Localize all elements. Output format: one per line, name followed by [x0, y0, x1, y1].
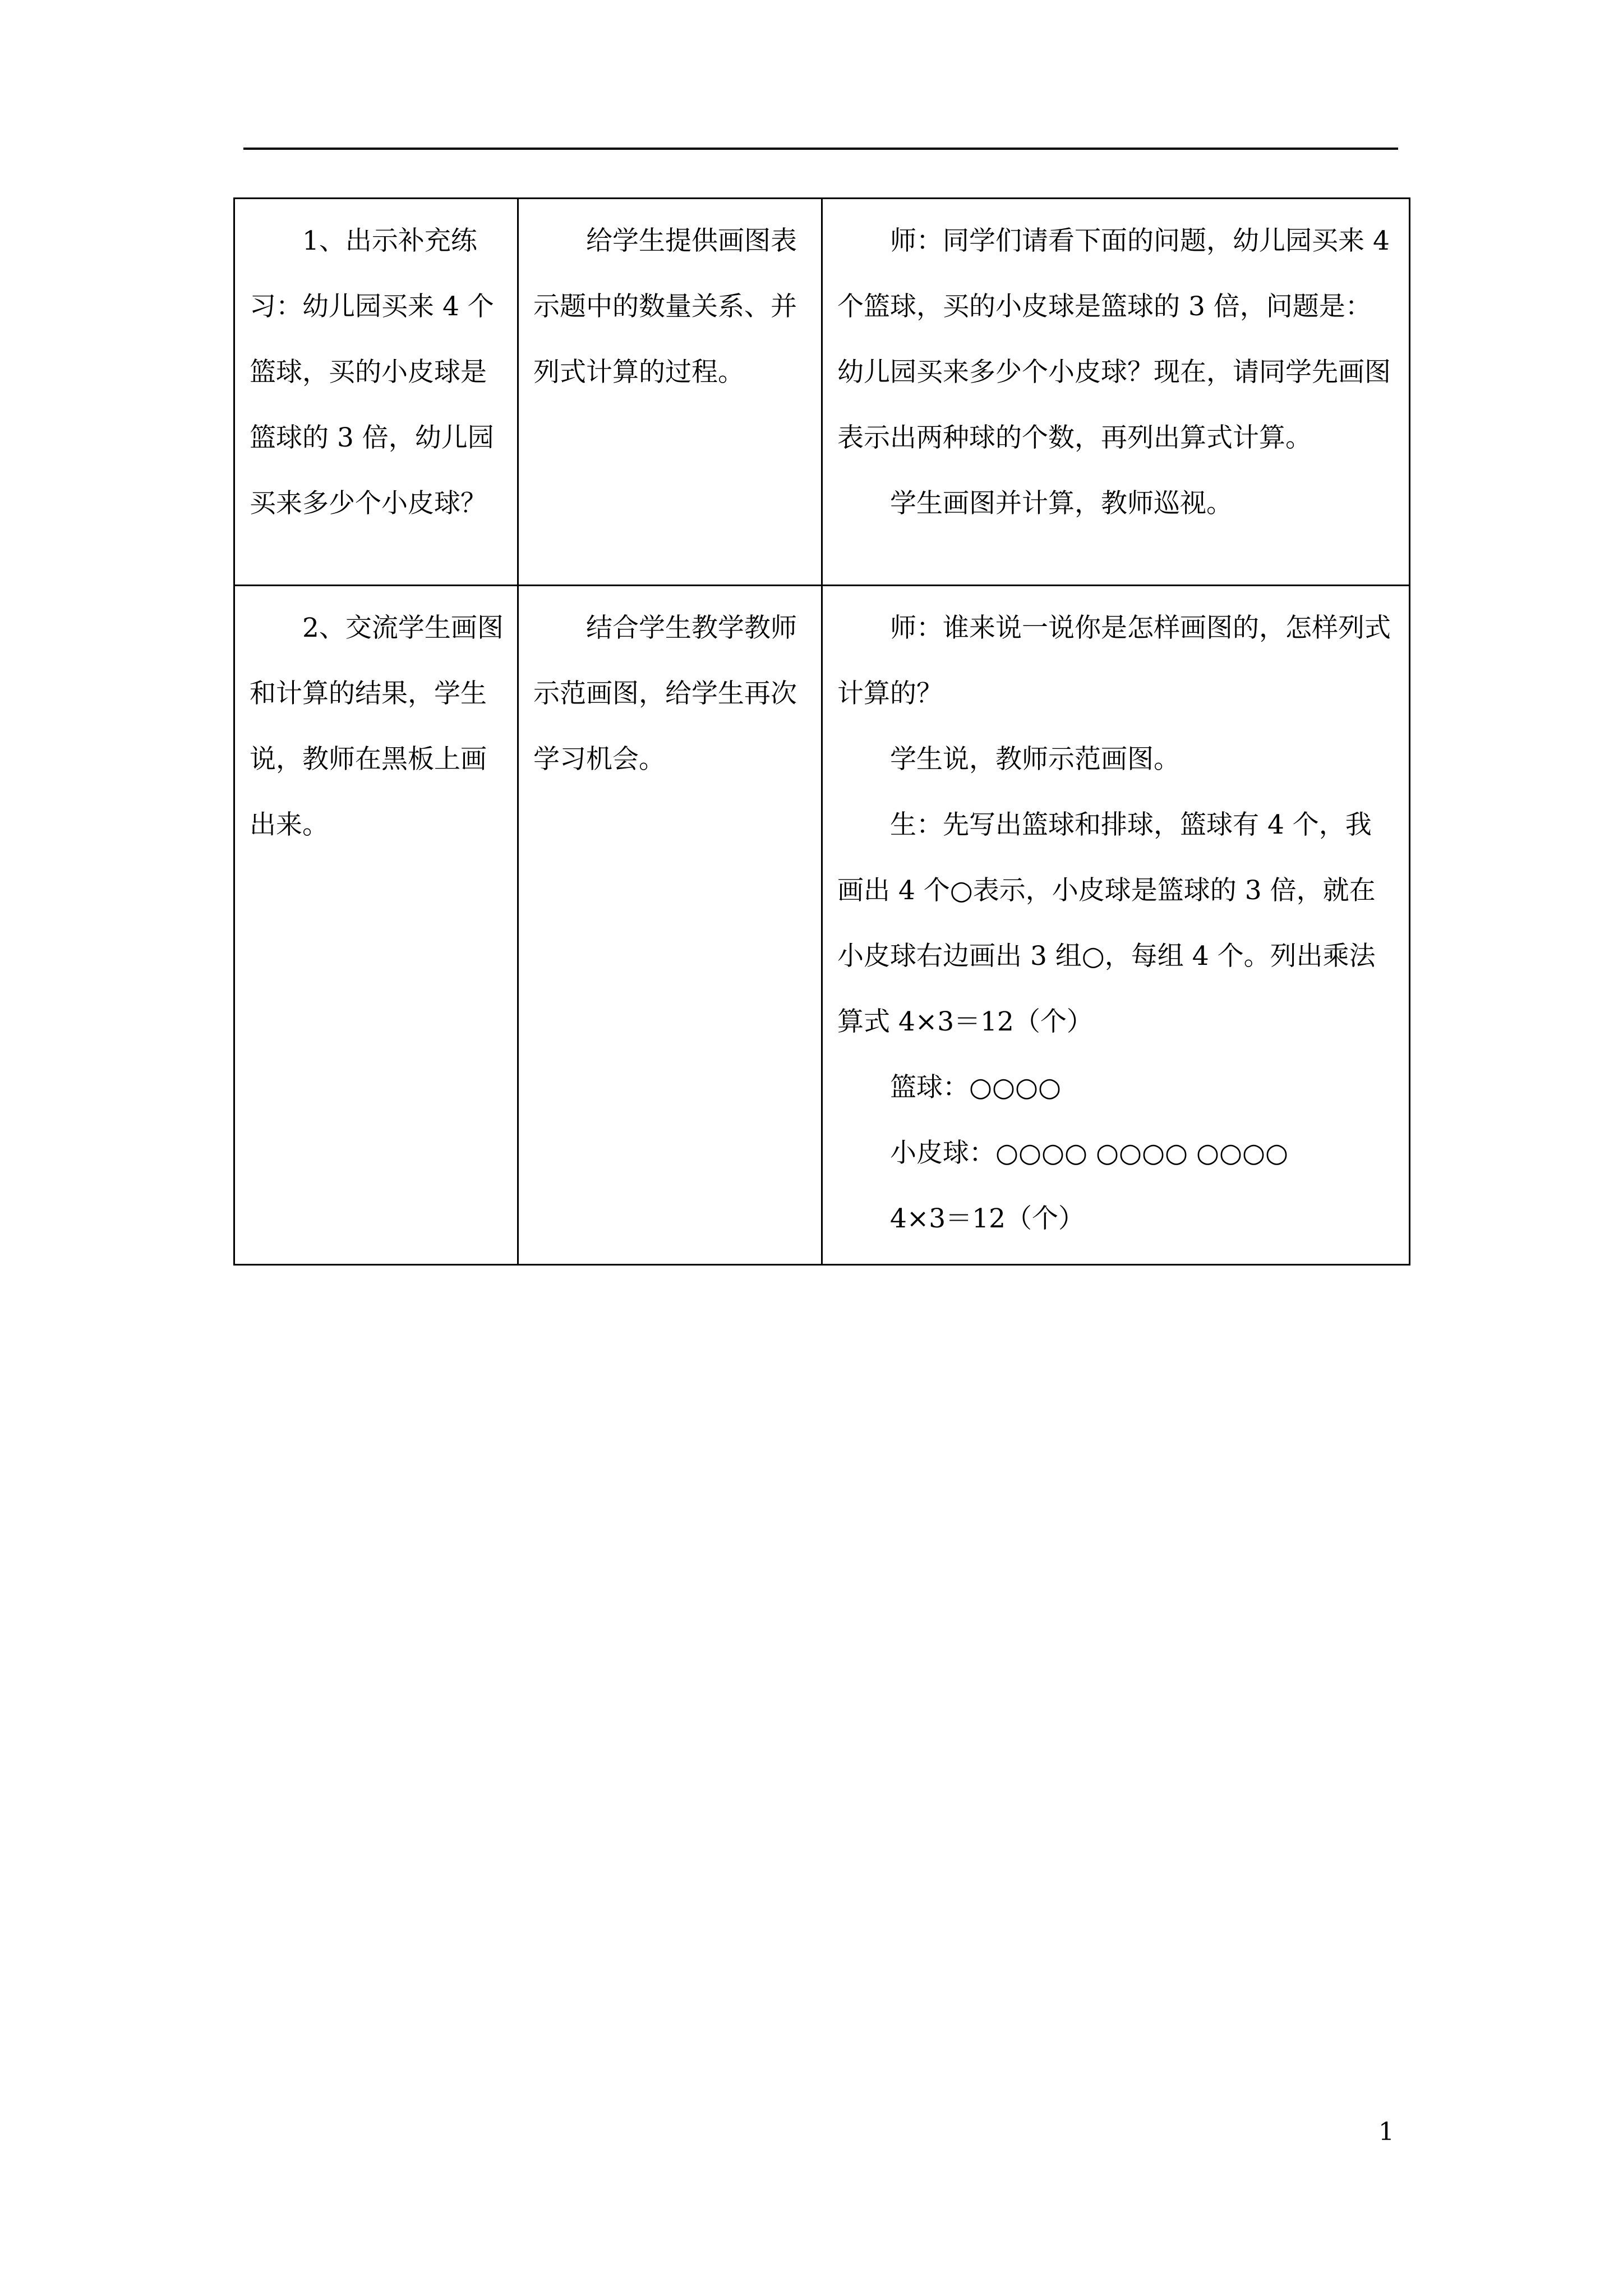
activity-cell — [234, 199, 518, 586]
intent-cell — [518, 586, 822, 1265]
intent-text: 给学生提供画图表示题中的数量关系、并列式计算的过程。 — [533, 226, 797, 388]
equation: 4×3＝12（个） — [890, 1203, 1085, 1234]
lesson-table — [233, 197, 1410, 1266]
header-rule — [243, 148, 1398, 150]
table-row — [234, 199, 1410, 586]
basketball-diagram: 篮球：○○○○ — [890, 1072, 1062, 1103]
table-row — [234, 586, 1410, 1265]
process-paragraph: 生：先写出篮球和排球，篮球有 4 个，我画出 4 个○表示，小皮球是篮球的 3 倍，就在小皮球右边画出 3 组○，每组 4 个。列出乘法算式 4×3＝12（个） — [837, 809, 1376, 1037]
intent-cell — [518, 199, 822, 586]
page-number: 1 — [1378, 2118, 1394, 2146]
activity-text: 1、出示补充练习：幼儿园买来 4 个篮球，买的小皮球是篮球的 3 倍，幼儿园买来多少个小皮球？ — [250, 226, 494, 519]
process-paragraph: 师：同学们请看下面的问题，幼儿园买来 4 个篮球，买的小皮球是篮球的 3 倍，问题是：幼儿园买来多少个小皮球？现在，请同学先画图表示出两种球的个数，再列出算式计算。 — [837, 226, 1391, 453]
intent-text: 结合学生教学教师示范画图，给学生再次学习机会。 — [533, 613, 797, 775]
process-cell — [822, 199, 1410, 586]
small-ball-diagram: 小皮球：○○○○ ○○○○ ○○○○ — [890, 1138, 1289, 1168]
process-paragraph: 师：谁来说一说你是怎样画图的，怎样列式计算的？ — [837, 613, 1391, 709]
process-paragraph: 学生画图并计算，教师巡视。 — [890, 488, 1233, 519]
process-paragraph: 学生说，教师示范画图。 — [890, 744, 1180, 775]
activity-cell — [234, 586, 518, 1265]
process-cell — [822, 586, 1410, 1265]
activity-text: 2、交流学生画图和计算的结果，学生说，教师在黑板上画出来。 — [250, 613, 504, 840]
